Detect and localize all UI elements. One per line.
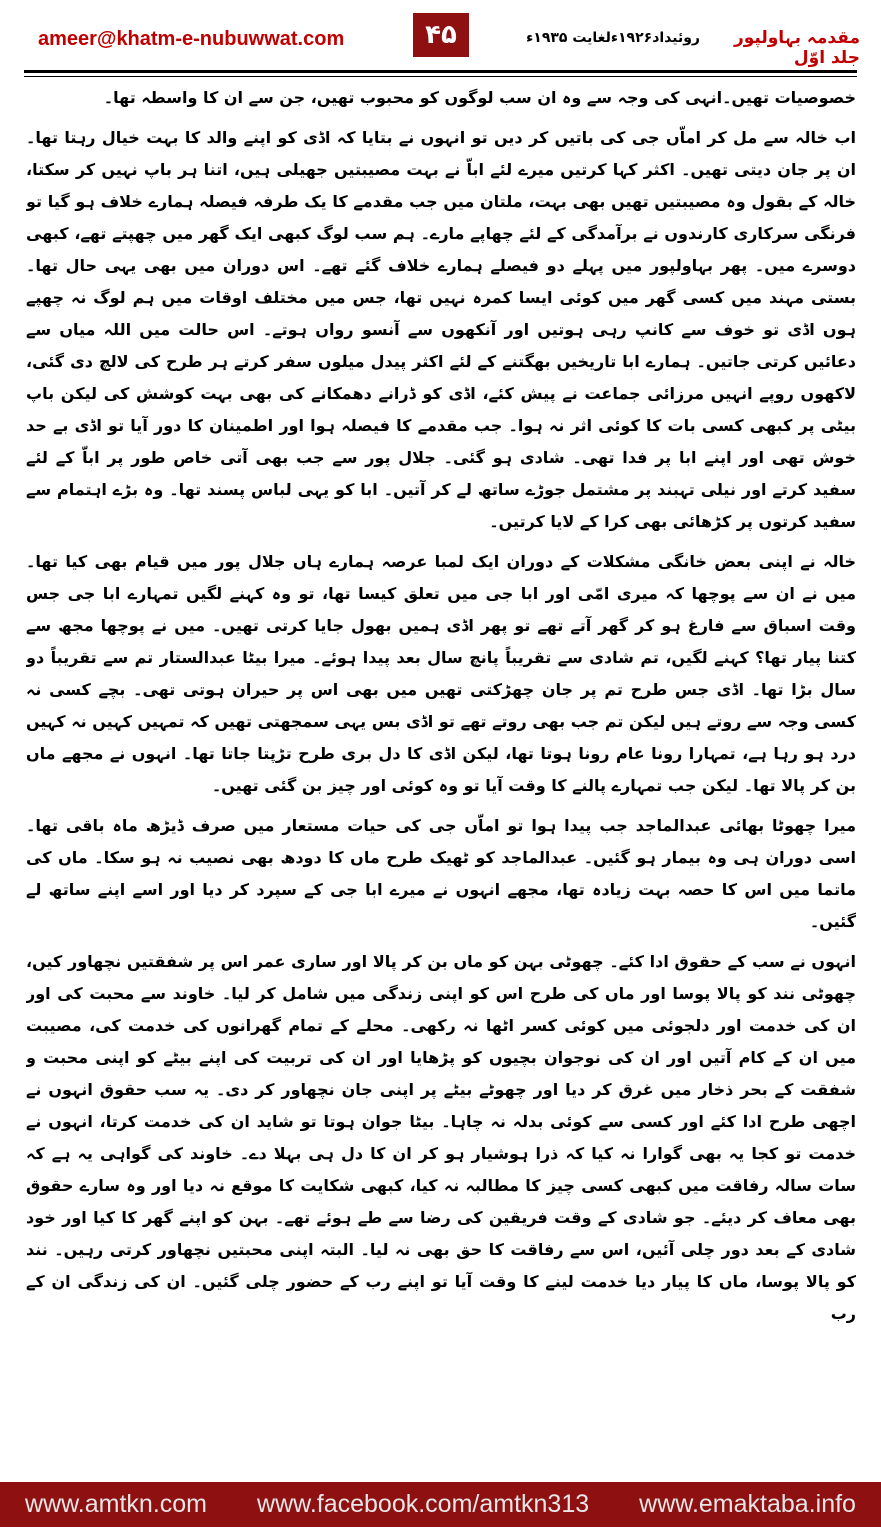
paragraph-4: میرا چھوٹا بھائی عبدالماجد جب پیدا ہوا تو اماّں جی کی حیات مستعار میں صرف ڈیڑھ ماہ باقی تھا۔ اسی دوران ہی وہ بیمار ہو گئیں۔ عبدالماجد کو ٹھیک طرح ماں کا دودھ بھی نصیب نہ ہو سکا۔ ماں کی ماتما میں اس کا حصہ بہت زیادہ تھا، مجھے انہوں نے میرے ابا جی کے سپرد کر دیا اور اسے اپنے ساتھ لے گئیں۔ [26,816,856,931]
page-number-badge [413,13,469,57]
page-body [26,82,856,1462]
page-footer [0,1482,881,1527]
paragraph-3: خالہ نے اپنی بعض خانگی مشکلات کے دوران ایک لمبا عرصہ ہمارے ہاں جلال پور میں قیام بھی کیا تھا۔ میں نے ان سے پوچھا کہ میری امّی اور ابا جی میں تعلق کیسا تھا، تو وہ کہنے لگیں تمہارے ابا جی جس وقت اسباق سے فارغ ہو کر گھر آتے تھے تو پھر اڈی ہمیں بھول جایا کرتی تھیں۔ میں نے پوچھا مجھ سے کتنا پیار تھا؟ کہنے لگیں، تم شادی سے تقریباً پانچ سال بعد پیدا ہوئے۔ میرا بیٹا عبدالستار تم سے تقریباً دو سال بڑا تھا۔ اڈی جس طرح تم پر جان چھڑکتی تھیں میں بھی اس پر حیران ہوتی تھی۔ بچے کسی نہ کسی وجہ سے روتے ہیں لیکن تم جب بھی روتے تھے تو اڈی بس یہی سمجھتی تھیں کہ تمہیں کہیں نہ کہیں درد ہو رہا ہے، تمہارا رونا عام رونا ہوتا تھا، لیکن اڈی کا دل بری طرح تڑپتا جاتا تھا۔ انہوں نے مجھے ماں بن کر پالا تھا۔ لیکن جب تمہارے پالنے کا وقت آیا تو وہ کوئی اور چیز بن گئی تھیں۔ [26,552,856,795]
book-title: مقدمہ بہاولپور جلد اوّل [733,28,860,68]
header-rule-thin [24,76,857,77]
footer-link-emaktaba[interactable]: www.emaktaba.info [639,1490,856,1518]
header-email[interactable]: ameer@khatm-e-nubuwwat.com [38,28,345,50]
page-number: ۴۵ [425,20,457,50]
footer-link-facebook[interactable]: www.facebook.com/amtkn313 [257,1490,590,1518]
header-rule-thick [24,70,857,73]
paragraph-1: خصوصیات تھیں۔انہی کی وجہ سے وہ ان سب لوگوں کو محبوب تھیں، جن سے ان کا واسطہ تھا۔ [103,88,856,107]
footer-link-amtkn[interactable]: www.amtkn.com [25,1490,207,1518]
page-header [0,0,881,80]
paragraph-2: اب خالہ سے مل کر اماّں جی کی باتیں کر دیں تو انہوں نے بتایا کہ اڈی کو اپنے والد کا بہت خیال رہتا تھا۔ ان پر جان دیتی تھیں۔ اکثر کہا کرتیں میرے لئے اباّ نے بہت مصیبتیں جھیلی ہیں، اتنا ہر باپ نہیں کر سکتا، خالہ کے بقول وہ مصیبتیں تھیں بھی بہت، ملتان میں جب مقدمے کا یک طرفہ فیصلہ ہمارے خلاف ہو گیا تو فرنگی سرکاری کارندوں نے برآمدگی کے لئے چھاپے مارے۔ ہم سب لوگ کبھی ایک گھر میں چھپتے تھے، کبھی دوسرے میں۔ پھر بہاولپور میں پہلے دو فیصلے ہمارے خلاف گئے تھے۔ اس دوران میں بھی یہی حال تھا۔ بستی مہند میں کسی گھر میں کوئی ایسا کمرہ نہیں تھا، جس میں مختلف اوقات میں ہم لوگ نہ چھپے ہوں اڈی تو خوف سے کانپ رہی ہوتیں اور آنکھوں سے آنسو رواں ہوتے۔ اس حالت میں اللہ میاں سے دعائیں کرتی جاتیں۔ ہمارے ابا تاریخیں بھگتنے کے لئے اکثر پیدل میلوں سفر کرتے ہر طرح کی لالچ دی گئی، لاکھوں روپے انہیں مرزائی جماعت نے پیش کئے، اڈی کو ڈرانے دھمکانے کی بھی بہت کوشش کی لیکن باپ بیٹی پر کبھی کسی بات کا کوئی اثر نہ ہوا۔ جب مقدمے کا فیصلہ ہوا اور اطمینان کا دور آیا تو اڈی بے حد خوش تھی اور اپنے ابا پر فدا تھی۔ شادی ہو گئی۔ جلال پور سے جب بھی آتی خاص طور پر اباّ کے لئے سفید کرتے اور نیلی تہبند پر مشتمل جوڑے ساتھ لے کر آتیں۔ ابا کو یہی لباس پسند تھا۔ وہ بڑے اہتمام سے سفید کرتوں پر کڑھائی بھی کرا کے لایا کرتیں۔ [26,128,856,531]
paragraph-5: انہوں نے سب کے حقوق ادا کئے۔ چھوٹی بہن کو ماں بن کر پالا اور ساری عمر اس پر شفقتیں نچھاور کیں، چھوٹی نند کو پالا پوسا اور ماں کی طرح اس کو اپنی زندگی میں شامل کر لیا۔ خاوند سے محبت کی اور ان کی خدمت اور دلجوئی میں کوئی کسر اٹھا نہ رکھی۔ محلے کے تمام گھرانوں کی خدمت کی، مصیبت میں ان کے کام آتیں اور ان کی نوجوان بچیوں کو پڑھایا اور ان کی تربیت کی اپنے بیٹے کو اپنی محبت و شفقت کے بحر ذخار میں غرق کر دیا اور چھوٹے بیٹے پر اپنی جان نچھاور کر دی۔ یہ سب حقوق انہوں نے اچھی طرح ادا کئے اور کسی سے کوئی بدلہ نہ چاہا۔ بیٹا جوان ہوتا تو شاید ان کی خدمت کرتا، انہوں نے خدمت تو کجا یہ بھی گوارا نہ کیا کہ ذرا ہوشیار ہو کر ان کا دل ہی بہلا دے۔ خاوند کی گواہی یہ ہے کہ سات سالہ رفاقت میں کبھی کسی چیز کا مطالبہ نہ کیا، کبھی شکایت کا موقع نہ دیا اور وہ سارے حقوق بھی معاف کر دیئے۔ جو شادی کے وقت فریقین کی رضا سے طے ہوئے تھے۔ بہن کو اپنے گھر کا کیا اور خود شادی کے بعد دور چلی آئیں، اس سے رفاقت کا حق بھی نہ لیا۔ البتہ اپنی محبتیں نچھاور کرتی رہیں۔ نند کو پالا پوسا، ماں کا پیار دیا خدمت لینے کا وقت آیا تو اپنے رب کے حضور چلی گئیں۔ ان کی زندگی ان کے رب [26,952,856,1323]
header-subtitle: روئیداد۱۹۲۶ءلغایت ۱۹۳۵ء [526,30,700,46]
